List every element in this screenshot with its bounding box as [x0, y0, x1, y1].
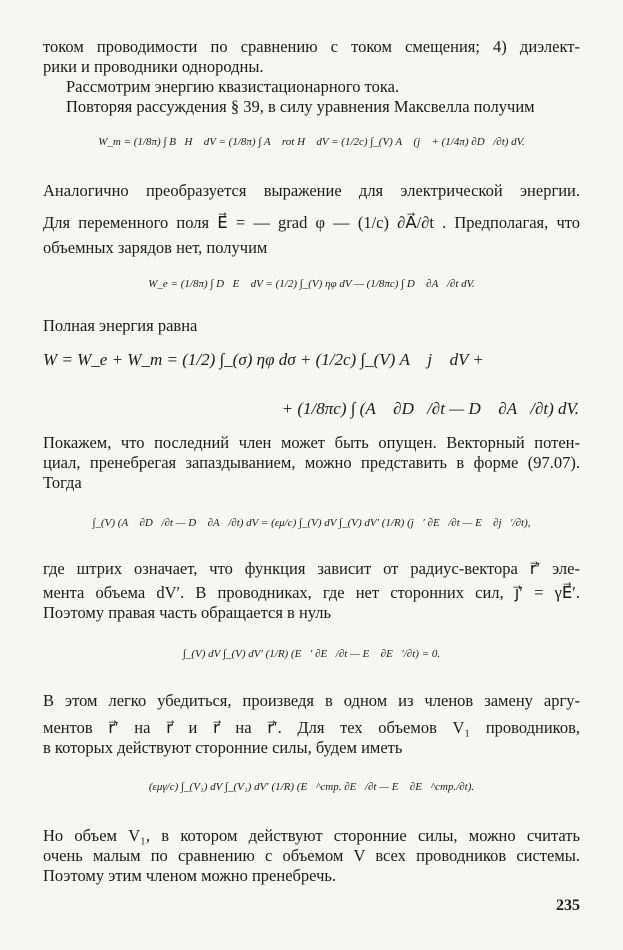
text-line: Поэтому этим членом можно пренебречь.: [43, 866, 337, 885]
text-line: очень малым по сравнению с объемом V всех проводников системы.: [43, 846, 580, 865]
text-line: рики и проводники однородны.: [43, 57, 264, 76]
text-line: Тогда: [43, 473, 82, 492]
text-line: Но объем V₁, в котором действуют сторонние силы, можно считать: [43, 826, 580, 845]
page-number: 235: [556, 897, 580, 914]
text-line: в которых действуют сторонние силы, будем иметь: [43, 738, 403, 757]
text-line: Рассмотрим энергию квазистационарного тока.: [66, 77, 400, 96]
text-line: Поэтому правая часть обращается в нуль: [43, 603, 332, 622]
text-line: Для переменного поля E⃗ = — grad φ — (1/c) ∂A⃗/∂t . Предполагая, что: [43, 213, 580, 232]
equation-total-energy-line2: + (1/8πc) ∫ (A⃗ ∂D⃗/∂t — D⃗ ∂A⃗/∂t) dV.: [281, 399, 579, 418]
text-line: объемных зарядов нет, получим: [43, 238, 268, 257]
text-line: Покажем, что последний член может быть опущен. Векторный потен-: [43, 433, 580, 452]
equation-total-energy-line1: W = W_e + W_m = (1/2) ∫_(σ) ηφ dσ + (1/2c) ∫_(V) A⃗ j⃗ dV +: [43, 350, 484, 369]
text-line: циал, пренебрегая запаздыванием, можно представить в форме (97.07).: [43, 453, 580, 472]
text-line: где штрих означает, что функция зависит от радиус-вектора r⃗′ эле-: [43, 559, 580, 578]
equation-zero: ∫_(V) dV ∫_(V) dV′ (1/R) (E⃗′ ∂E⃗/∂t — E⃗ ∂E⃗′/∂t) = 0.: [182, 648, 441, 660]
equation-substitution: ∫_(V) (A⃗ ∂D⃗/∂t — D⃗ ∂A⃗/∂t) dV = (εμ/c) ∫_(V) dV ∫_(V) dV′ (1/R) (j⃗′ ∂E⃗/∂t — E⃗ ∂j⃗′/∂t),: [92, 517, 531, 529]
equation-magnetic-energy: W_m = (1/8π) ∫ B⃗H⃗ dV = (1/8π) ∫ A⃗ rot H⃗ dV = (1/2c) ∫_(V) A⃗ (j⃗ + (1/4π) ∂D⃗/∂t) dV.: [98, 136, 525, 148]
text-line: В этом легко убедиться, произведя в одном из членов замену аргу-: [43, 691, 580, 710]
text-line: током проводимости по сравнению с током смещения; 4) диэлект-: [43, 37, 580, 56]
text-line: Аналогично преобразуется выражение для электрической энергии.: [43, 181, 580, 200]
text-line: ментов r⃗′ на r⃗ и r⃗ на r⃗′. Для тех объемов V₁ проводников,: [43, 718, 580, 737]
text-line: мента объема dV′. В проводниках, где нет сторонних сил, j⃗′ = γE⃗′.: [43, 583, 580, 602]
equation-electric-energy: W_e = (1/8π) ∫ D⃗E⃗ dV = (1/2) ∫_(V) ηφ dV — (1/8πc) ∫ D⃗ ∂A⃗/∂t dV.: [148, 278, 475, 290]
text-line: Полная энергия равна: [43, 316, 198, 335]
equation-external-forces: (εμγ/c) ∫_(V₁) dV ∫_(V₁) dV′ (1/R) (E⃗^стр. ∂E⃗/∂t — E⃗ ∂E⃗^стр./∂t).: [148, 781, 475, 793]
text-line: Повторяя рассуждения § 39, в силу уравнения Максвелла получим: [66, 97, 535, 116]
